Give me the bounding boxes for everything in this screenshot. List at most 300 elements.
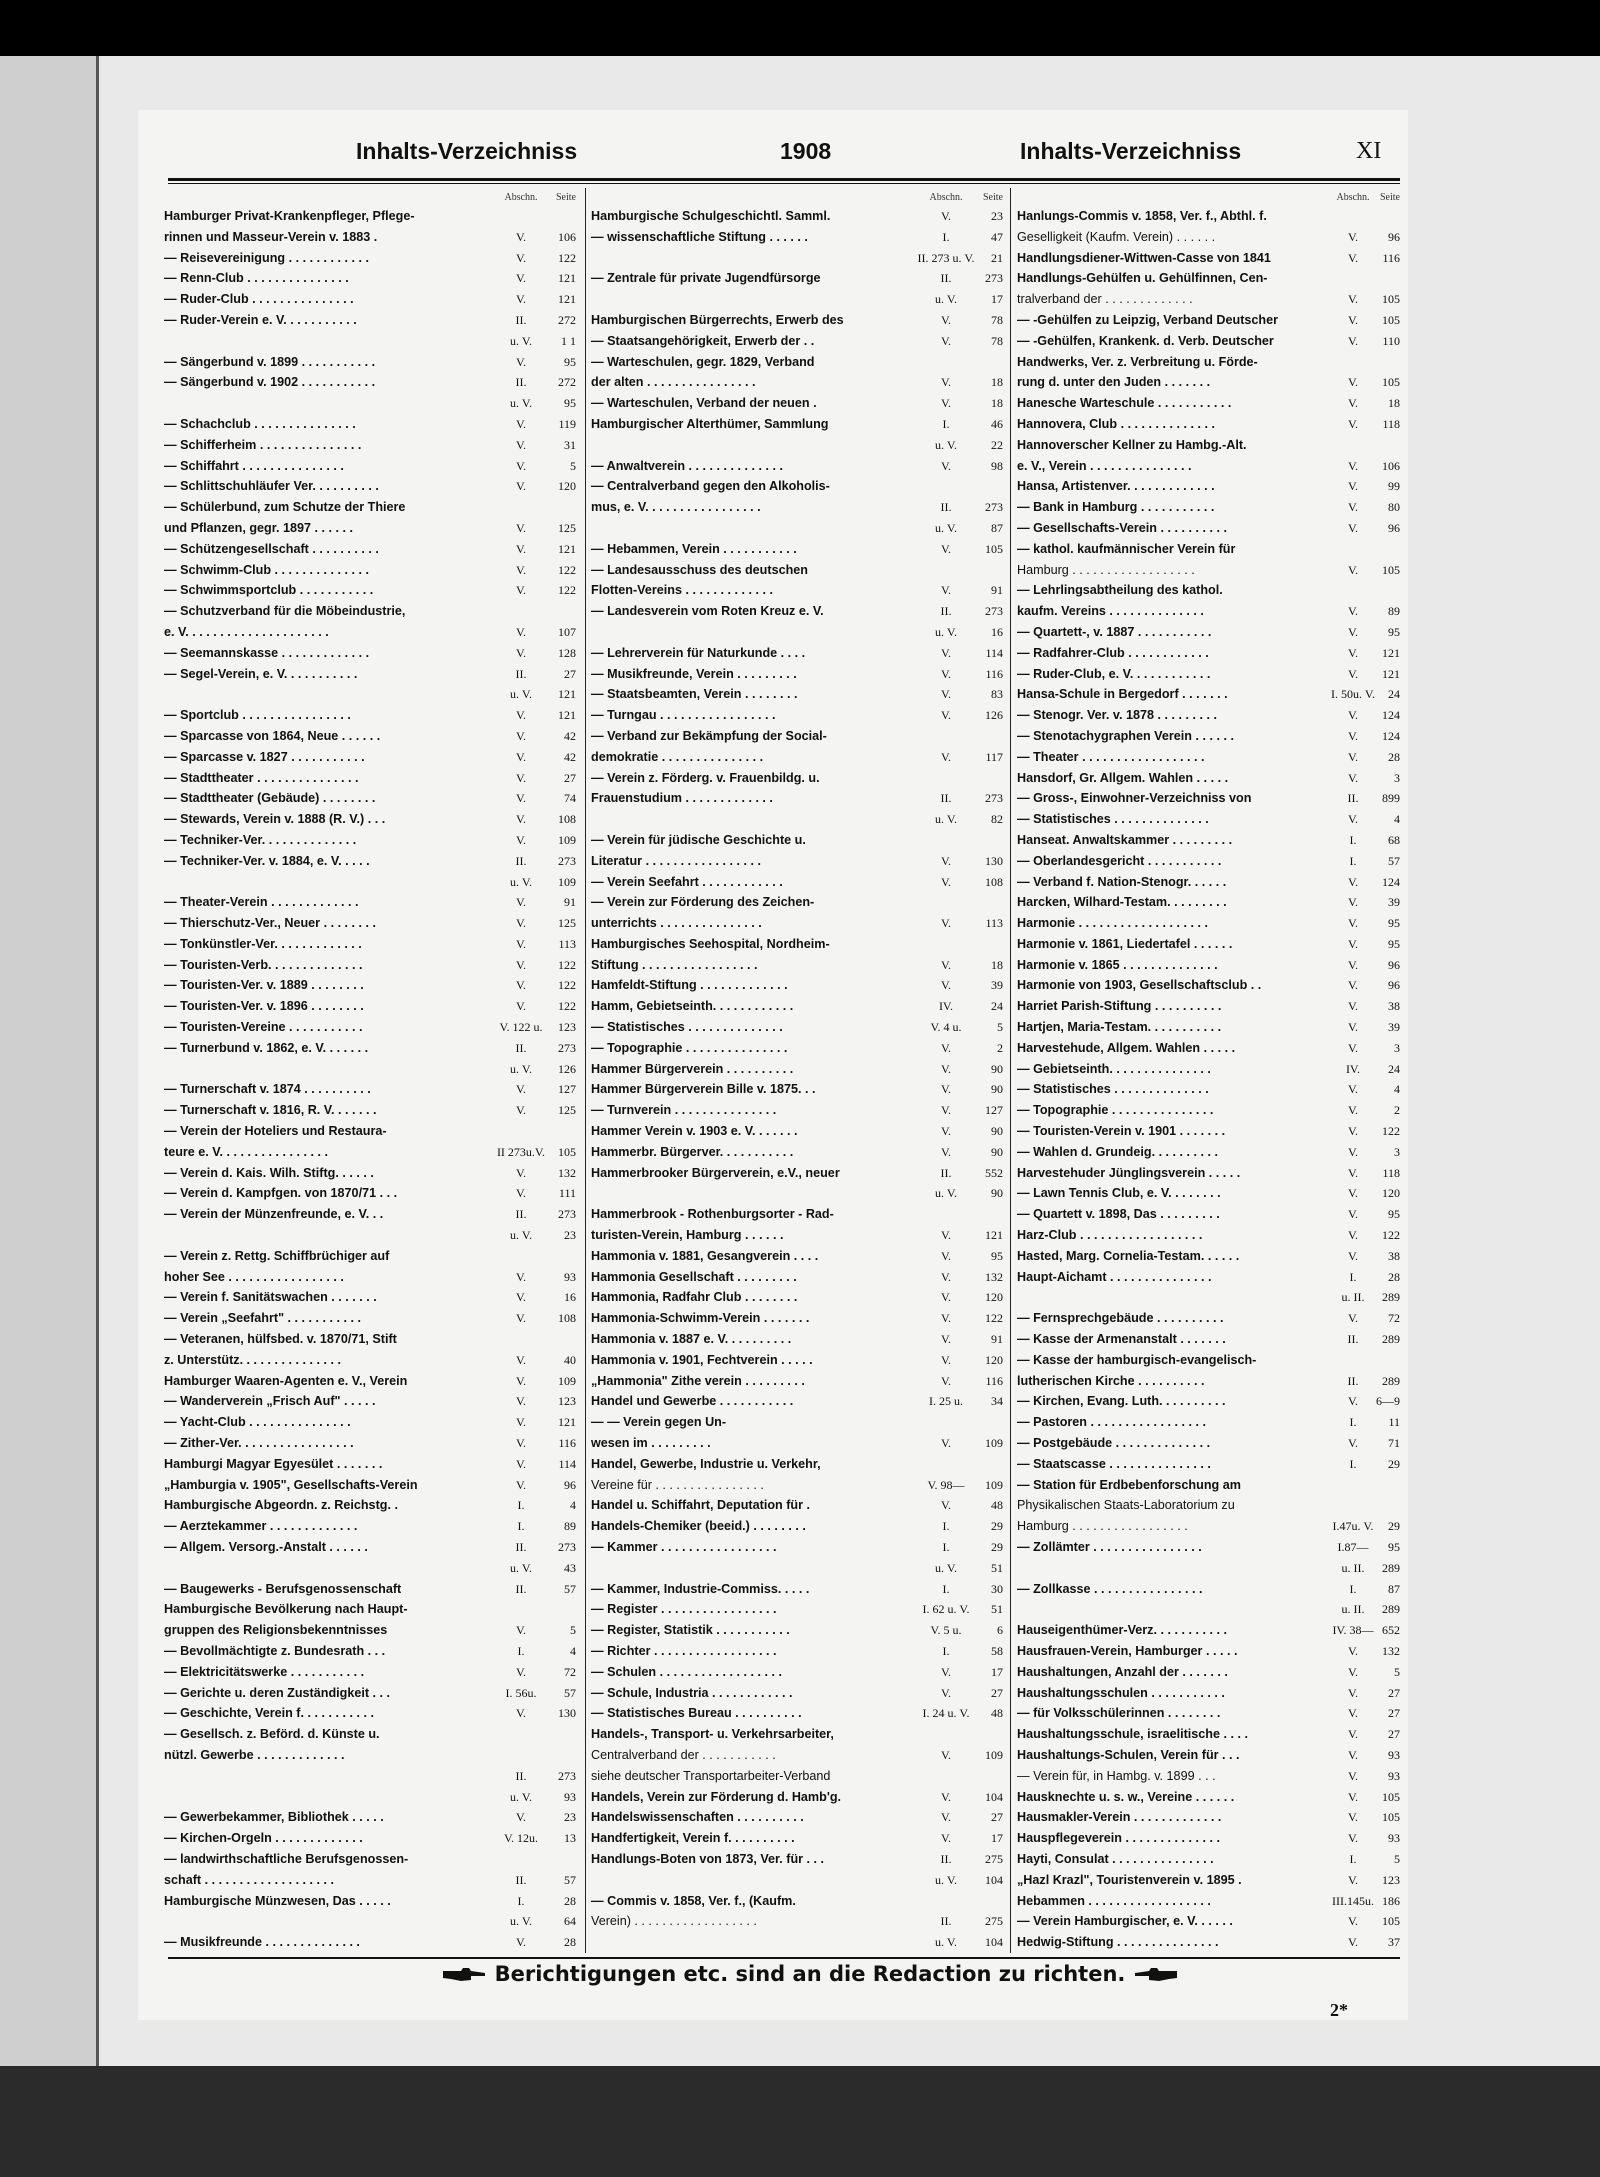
entry-title: Harmonie v. 1861, Liedertafel . . . . . . <box>1017 936 1233 951</box>
entry-page: 4 <box>1394 1082 1400 1097</box>
entry-section: u. V. <box>935 520 957 535</box>
index-entry <box>1017 518 1400 539</box>
index-entry <box>1017 622 1400 643</box>
entry-section: V. <box>515 936 527 951</box>
entry-title: Hannovera, Club . . . . . . . . . . . . . . <box>1017 416 1216 431</box>
index-entry <box>1017 1308 1400 1329</box>
entry-page: 120 <box>1382 1186 1400 1201</box>
entry-section: V. <box>1347 1872 1359 1887</box>
index-entry <box>1017 560 1400 581</box>
entry-page: 121 <box>985 1228 1003 1243</box>
index-entry <box>591 476 1003 497</box>
entry-title: e. V., Verein . . . . . . . . . . . . . . . <box>1017 458 1192 473</box>
entry-page: 108 <box>558 812 576 827</box>
index-entry <box>164 684 576 705</box>
entry-page: 3 <box>1394 770 1400 785</box>
entry-title: Hauseigenthümer-Verz. . . . . . . . . . . <box>1017 1623 1227 1638</box>
entry-page: 23 <box>564 1810 576 1825</box>
entry-title: gruppen des Religionsbekenntnisses <box>164 1623 388 1638</box>
entry-section: V. <box>1347 1311 1359 1326</box>
entry-page: 91 <box>564 895 576 910</box>
entry-section: V. <box>515 1664 527 1679</box>
entry-section: I. <box>517 1519 525 1534</box>
index-entry <box>591 1329 1003 1350</box>
entry-title: — Sängerbund v. 1899 . . . . . . . . . . . <box>164 354 376 369</box>
entry-page: 124 <box>1382 708 1400 723</box>
entry-page: 57 <box>564 1581 576 1596</box>
index-entry <box>1017 539 1400 560</box>
entry-section: V. <box>940 1747 952 1762</box>
entry-title: — Verein d. Kais. Wilh. Stiftg. . . . . . <box>164 1165 374 1180</box>
index-entry <box>591 1932 1003 1953</box>
entry-section: V. <box>940 1436 952 1451</box>
entry-title: — Stadttheater (Gebäude) . . . . . . . . <box>164 791 376 806</box>
entry-page: 83 <box>991 687 1003 702</box>
index-column-1 <box>164 188 576 1953</box>
entry-page: 105 <box>1382 1914 1400 1929</box>
entry-title: — Schulen . . . . . . . . . . . . . . . . . . <box>591 1664 783 1679</box>
entry-page: 273 <box>985 604 1003 619</box>
entry-page: 80 <box>1388 500 1400 515</box>
seite-header: Seite <box>983 192 1003 203</box>
entry-title: Harmonie von 1903, Gesellschaftsclub . . <box>1017 978 1262 993</box>
index-entry <box>591 1787 1003 1808</box>
entry-section: IV. 38— <box>1332 1623 1374 1638</box>
entry-section: I. <box>942 229 950 244</box>
index-entry <box>591 1537 1003 1558</box>
entry-page: 18 <box>1388 396 1400 411</box>
entry-title: kaufm. Vereins . . . . . . . . . . . . . . <box>1017 604 1204 619</box>
index-entry <box>591 456 1003 477</box>
index-entry <box>591 809 1003 830</box>
entry-page: 47 <box>991 229 1003 244</box>
entry-page: 122 <box>558 999 576 1014</box>
entry-page: 16 <box>991 624 1003 639</box>
entry-page: 104 <box>985 1872 1003 1887</box>
entry-title: — Schützengesellschaft . . . . . . . . . . <box>164 541 379 556</box>
entry-section: I. <box>942 1540 950 1554</box>
entry-section: V. <box>940 687 952 702</box>
entry-section: V. <box>1347 916 1359 931</box>
entry-section: V. <box>515 708 527 723</box>
entry-title: — Schachclub . . . . . . . . . . . . . . . <box>164 416 356 431</box>
entry-section: V. <box>515 250 527 265</box>
entry-page: 122 <box>558 957 576 972</box>
index-entry <box>1017 1579 1400 1600</box>
entry-section: u. V. <box>935 292 957 307</box>
entry-title: Hamburgisches Seehospital, Nordheim- <box>591 936 830 951</box>
entry-section: II. <box>940 604 952 619</box>
entry-title: Flotten-Vereins . . . . . . . . . . . . . <box>591 583 773 598</box>
entry-page: 16 <box>564 1290 576 1305</box>
seite-header: Seite <box>1380 192 1400 203</box>
index-entry <box>1017 1059 1400 1080</box>
entry-section: V. <box>515 1436 527 1451</box>
entry-section: V. <box>940 978 952 993</box>
entry-title: Hamburg . . . . . . . . . . . . . . . . . <box>1017 1519 1188 1534</box>
index-entry <box>1017 643 1400 664</box>
entry-page: 121 <box>1382 645 1400 660</box>
entry-page: 82 <box>991 812 1003 827</box>
index-entry <box>1017 768 1400 789</box>
entry-section: I.87— <box>1337 1540 1369 1554</box>
entry-section: V. <box>1347 1747 1359 1762</box>
entry-section: V. <box>1347 728 1359 743</box>
entry-title: — Gross-, Einwohner-Verzeichniss von <box>1017 791 1252 806</box>
entry-page: 93 <box>1388 1747 1400 1762</box>
entry-title: — Lehrlingsabtheilung des kathol. <box>1017 583 1223 598</box>
entry-section: V. 4 u. <box>930 1020 962 1035</box>
index-entry <box>1017 248 1400 269</box>
entry-page: 18 <box>991 957 1003 972</box>
entry-page: 5 <box>1394 1664 1400 1679</box>
index-entry <box>1017 456 1400 477</box>
entry-page: 29 <box>1388 1456 1400 1471</box>
index-entry <box>1017 1038 1400 1059</box>
entry-page: 29 <box>991 1540 1003 1554</box>
entry-page: 289 <box>1382 1560 1400 1575</box>
entry-section: V. <box>1347 1165 1359 1180</box>
entry-title: — Elektricitätswerke . . . . . . . . . . . <box>164 1664 365 1679</box>
index-entry <box>164 1142 576 1163</box>
entry-section: u. V. <box>935 624 957 639</box>
entry-section: V. <box>515 1373 527 1388</box>
entry-title: Handlungs-Gehülfen u. Gehülfinnen, Cen- <box>1017 271 1268 286</box>
entry-section: u. V. <box>510 687 532 702</box>
entry-page: 4 <box>570 1498 576 1513</box>
entry-page: 289 <box>1382 1290 1400 1305</box>
index-entry <box>164 1183 576 1204</box>
entry-page: 95 <box>1388 1540 1400 1554</box>
index-entry <box>591 1579 1003 1600</box>
entry-title: — Topographie . . . . . . . . . . . . . . . <box>1017 1103 1214 1118</box>
entry-page: 5 <box>1394 1851 1400 1866</box>
index-entry <box>1017 851 1400 872</box>
index-entry <box>591 1038 1003 1059</box>
entry-title: „Hammonia" Zithe verein . . . . . . . . . <box>591 1373 805 1388</box>
index-entry <box>164 1683 576 1704</box>
entry-title: — Schwimm-Club . . . . . . . . . . . . . . <box>164 562 370 577</box>
entry-page: 27 <box>564 770 576 785</box>
entry-title: — Ruder-Verein e. V. . . . . . . . . . . <box>164 312 357 327</box>
index-entry <box>1017 1911 1400 1932</box>
entry-title: — Richter . . . . . . . . . . . . . . . . . . <box>591 1643 777 1658</box>
index-entry <box>591 560 1003 581</box>
entry-title: Hammonia Gesellschaft . . . . . . . . . <box>591 1269 797 1284</box>
entry-title: Hamburgische Münzwesen, Das . . . . . <box>164 1893 391 1908</box>
index-entry <box>591 1100 1003 1121</box>
entry-section: I. 62 u. V. <box>922 1602 970 1617</box>
index-entry <box>591 1412 1003 1433</box>
entry-page: 121 <box>558 687 576 702</box>
entry-title: Haushaltungen, Anzahl der . . . . . . . <box>1017 1664 1228 1679</box>
index-entry <box>1017 955 1400 976</box>
entry-title: — Quartett-, v. 1887 . . . . . . . . . . . <box>1017 624 1212 639</box>
entry-section: V. <box>515 1456 527 1471</box>
entry-section: V. <box>940 209 952 223</box>
entry-section: V. <box>515 1269 527 1284</box>
index-entry <box>1017 1183 1400 1204</box>
index-entry <box>1017 414 1400 435</box>
entry-section: V. <box>1347 708 1359 723</box>
entry-page: 46 <box>991 416 1003 431</box>
index-entry <box>164 1662 576 1683</box>
entry-title: — Landesausschuss des deutschen <box>591 562 808 577</box>
entry-page: 27 <box>1388 1727 1400 1742</box>
index-entry <box>591 1724 1003 1745</box>
index-entry <box>591 1662 1003 1683</box>
entry-title: — Gewerbekammer, Bibliothek . . . . . <box>164 1810 384 1825</box>
entry-page: 57 <box>564 1685 576 1700</box>
entry-page: 123 <box>1382 1872 1400 1887</box>
entry-page: 122 <box>1382 1124 1400 1139</box>
entry-section: V. 122 u. <box>499 1020 543 1035</box>
entry-title: Hamfeldt-Stiftung . . . . . . . . . . . . . <box>591 978 788 993</box>
index-entry <box>164 1475 576 1496</box>
entry-section: V. <box>515 1352 527 1367</box>
entry-page: 24 <box>1388 1061 1400 1076</box>
entry-section: V. <box>940 1311 952 1326</box>
index-entry <box>591 352 1003 373</box>
footer-text: Berichtigungen etc. sind an die Redaction zu richten. <box>494 1962 1126 1986</box>
entry-section: V. <box>1347 770 1359 785</box>
entry-section: V. <box>515 354 527 369</box>
entry-section: II. <box>1347 791 1359 806</box>
entry-section: u. V. <box>510 1560 532 1575</box>
entry-title: — Kasse der Armenanstalt . . . . . . . <box>1017 1332 1226 1347</box>
entry-section: V. <box>940 458 952 473</box>
index-entry <box>164 1017 576 1038</box>
entry-page: 38 <box>1388 1248 1400 1263</box>
entry-section: II. <box>515 1207 527 1222</box>
entry-section: u. II. <box>1341 1290 1365 1305</box>
entry-page: 17 <box>991 1831 1003 1846</box>
entry-title: — Stewards, Verein v. 1888 (R. V.) . . . <box>164 812 386 827</box>
entry-title: — Verein für jüdische Geschichte u. <box>591 832 806 847</box>
entry-section: V. <box>940 749 952 764</box>
entry-page: 90 <box>991 1124 1003 1139</box>
entry-page: 91 <box>991 1332 1003 1347</box>
entry-section: V. <box>515 749 527 764</box>
index-entry <box>1017 1870 1400 1891</box>
entry-page: 39 <box>1388 1020 1400 1035</box>
index-entry <box>591 913 1003 934</box>
entry-section: V. 98— <box>927 1477 965 1492</box>
entry-title: — Musikfreunde, Verein . . . . . . . . . <box>591 666 797 681</box>
entry-title: — Verein der Hoteliers und Restaura- <box>164 1124 387 1139</box>
entry-page: 118 <box>1382 416 1400 431</box>
entry-title: Harmonie . . . . . . . . . . . . . . . . . . . <box>1017 916 1209 931</box>
entry-section: V. <box>515 1935 527 1950</box>
entry-page: 6—9 <box>1376 1394 1400 1409</box>
entry-section: II. <box>515 375 527 390</box>
entry-title: — Radfahrer-Club . . . . . . . . . . . . <box>1017 645 1209 660</box>
entry-page: 106 <box>558 229 576 244</box>
index-entry <box>591 1163 1003 1184</box>
index-entry <box>1017 996 1400 1017</box>
index-entry <box>164 1787 576 1808</box>
entry-title: — Postgebäude . . . . . . . . . . . . . . <box>1017 1436 1211 1451</box>
entry-section: I. <box>942 1581 950 1596</box>
entry-section: V. <box>515 541 527 556</box>
entry-title: — Statistisches . . . . . . . . . . . . . . <box>591 1020 783 1035</box>
entry-page: 132 <box>558 1165 576 1180</box>
entry-title: Harcken, Wilhard-Testam. . . . . . . . . <box>1017 895 1227 910</box>
entry-title: Hammerbrook - Rothenburgsorter - Rad- <box>591 1207 834 1222</box>
entry-title: — Gesellsch. z. Beförd. d. Künste u. <box>164 1727 380 1742</box>
entry-title: Stiftung . . . . . . . . . . . . . . . . . <box>591 957 758 972</box>
index-entry <box>591 1745 1003 1766</box>
entry-page: 106 <box>1382 458 1400 473</box>
index-entry <box>164 1558 576 1579</box>
index-entry <box>164 1433 576 1454</box>
entry-section: II. <box>940 791 952 806</box>
index-entry <box>164 206 576 227</box>
entry-section: V. <box>1347 1186 1359 1201</box>
entry-section: V. <box>1347 396 1359 411</box>
index-entry <box>164 892 576 913</box>
entry-page: 273 <box>985 271 1003 286</box>
entry-section: V. <box>515 437 527 452</box>
entry-section: V. <box>940 375 952 390</box>
entry-section: V. <box>515 1415 527 1430</box>
entry-section: I. <box>517 1893 525 1908</box>
index-entry <box>591 289 1003 310</box>
entry-page: 121 <box>558 708 576 723</box>
index-entry <box>164 518 576 539</box>
entry-title: — Aerztekammer . . . . . . . . . . . . . <box>164 1519 358 1534</box>
entry-page: 29 <box>991 1519 1003 1534</box>
entry-title: — Stadttheater . . . . . . . . . . . . . . . <box>164 770 359 785</box>
entry-section: I. <box>517 1498 525 1513</box>
entry-section: V. <box>1347 1810 1359 1825</box>
entry-page: 126 <box>558 1061 576 1076</box>
entry-section: V. <box>515 416 527 431</box>
index-entry <box>164 601 576 622</box>
entry-section: V. <box>515 895 527 910</box>
index-entry <box>164 1870 576 1891</box>
index-entry <box>591 1204 1003 1225</box>
entry-section: I. 56u. <box>505 1685 537 1700</box>
entry-title: — Staatscasse . . . . . . . . . . . . . . . <box>1017 1456 1211 1471</box>
entry-page: 95 <box>1388 1207 1400 1222</box>
entry-page: 289 <box>1382 1602 1400 1617</box>
entry-page: 273 <box>985 791 1003 806</box>
index-entry <box>164 934 576 955</box>
entry-section: V. <box>1347 666 1359 681</box>
entry-page: 186 <box>1382 1893 1400 1908</box>
entry-page: 57 <box>1388 853 1400 868</box>
entry-page: 109 <box>985 1436 1003 1451</box>
entry-page: 118 <box>1382 1165 1400 1180</box>
index-entry <box>164 955 576 976</box>
entry-section: V. <box>940 1332 952 1347</box>
index-entry <box>591 1183 1003 1204</box>
entry-page: 99 <box>1388 479 1400 494</box>
index-entry <box>1017 206 1400 227</box>
index-entry <box>591 1911 1003 1932</box>
entry-title: — Gesellschafts-Verein . . . . . . . . . . <box>1017 520 1227 535</box>
entry-title: — Commis v. 1858, Ver. f., (Kaufm. <box>591 1893 796 1908</box>
entry-page: 273 <box>558 1540 576 1554</box>
entry-section: II 273u.V. <box>496 1144 546 1159</box>
abschnitt-header: Abschn. <box>1336 192 1370 203</box>
entry-title: Hansa-Schule in Bergedorf . . . . . . . <box>1017 687 1228 702</box>
entry-page: 122 <box>558 583 576 598</box>
index-entry <box>1017 1163 1400 1184</box>
entry-section: I. <box>1349 1851 1357 1866</box>
entry-section: V. <box>940 957 952 972</box>
entry-page: 30 <box>991 1581 1003 1596</box>
index-entry <box>591 1641 1003 1662</box>
index-entry <box>591 1620 1003 1641</box>
entry-title: Hammonia-Schwimm-Verein . . . . . . . <box>591 1311 810 1326</box>
entry-title: — Fernsprechgebäude . . . . . . . . . . <box>1017 1311 1224 1326</box>
entry-title: — Schifferheim . . . . . . . . . . . . . . . <box>164 437 362 452</box>
entry-title: Hamburgischen Bürgerrechts, Erwerb des <box>591 312 844 327</box>
index-entry <box>591 393 1003 414</box>
entry-title: — Statistisches . . . . . . . . . . . . . . <box>1017 1082 1209 1097</box>
entry-section: V. <box>515 1290 527 1305</box>
entry-section: V. <box>1347 1124 1359 1139</box>
entry-title: demokratie . . . . . . . . . . . . . . . <box>591 749 764 764</box>
index-entry <box>1017 809 1400 830</box>
entry-section: V. <box>1347 1643 1359 1658</box>
entry-page: 78 <box>991 312 1003 327</box>
entry-page: 98 <box>991 458 1003 473</box>
entry-page: 111 <box>558 1186 576 1201</box>
index-entry <box>591 892 1003 913</box>
entry-page: 116 <box>1382 250 1400 265</box>
index-entry <box>1017 788 1400 809</box>
entry-title: Hammer Verein v. 1903 e. V. . . . . . . <box>591 1124 798 1139</box>
index-entry <box>164 1350 576 1371</box>
index-entry <box>591 1225 1003 1246</box>
entry-section: V. <box>515 999 527 1014</box>
entry-section: II. <box>940 1914 952 1929</box>
entry-section: V. <box>1347 1436 1359 1451</box>
index-entry <box>164 1371 576 1392</box>
index-entry <box>591 1703 1003 1724</box>
index-entry <box>164 726 576 747</box>
entry-title: Hauspflegeverein . . . . . . . . . . . . . . <box>1017 1831 1220 1846</box>
entry-title: — Turnerschaft v. 1816, R. V. . . . . . . <box>164 1103 377 1118</box>
index-entry <box>1017 476 1400 497</box>
index-entry <box>164 1641 576 1662</box>
entry-page: 89 <box>564 1519 576 1534</box>
index-entry <box>591 518 1003 539</box>
index-entry <box>1017 1350 1400 1371</box>
book-spine-edge <box>0 56 99 2066</box>
index-entry <box>164 414 576 435</box>
entry-page: 126 <box>985 708 1003 723</box>
entry-title: — Verein Hamburgischer, e. V. . . . . . <box>1017 1914 1233 1929</box>
entry-title: — für Volksschülerinnen . . . . . . . . <box>1017 1706 1221 1721</box>
entry-section: II. <box>515 1872 527 1887</box>
index-entry <box>1017 268 1400 289</box>
entry-title: — Verein z. Förderg. v. Frauenbildg. u. <box>591 770 820 785</box>
entry-page: 125 <box>558 916 576 931</box>
index-entry <box>1017 1703 1400 1724</box>
entry-title: — Schutzverband für die Möbeindustrie, <box>164 604 406 619</box>
entry-page: 5 <box>570 1623 576 1638</box>
index-entry <box>1017 1891 1400 1912</box>
index-entry <box>1017 1766 1400 1787</box>
index-entry <box>591 1683 1003 1704</box>
entry-page: 24 <box>1388 687 1400 702</box>
entry-page: 64 <box>564 1914 576 1929</box>
entry-section: V. <box>940 1789 952 1804</box>
